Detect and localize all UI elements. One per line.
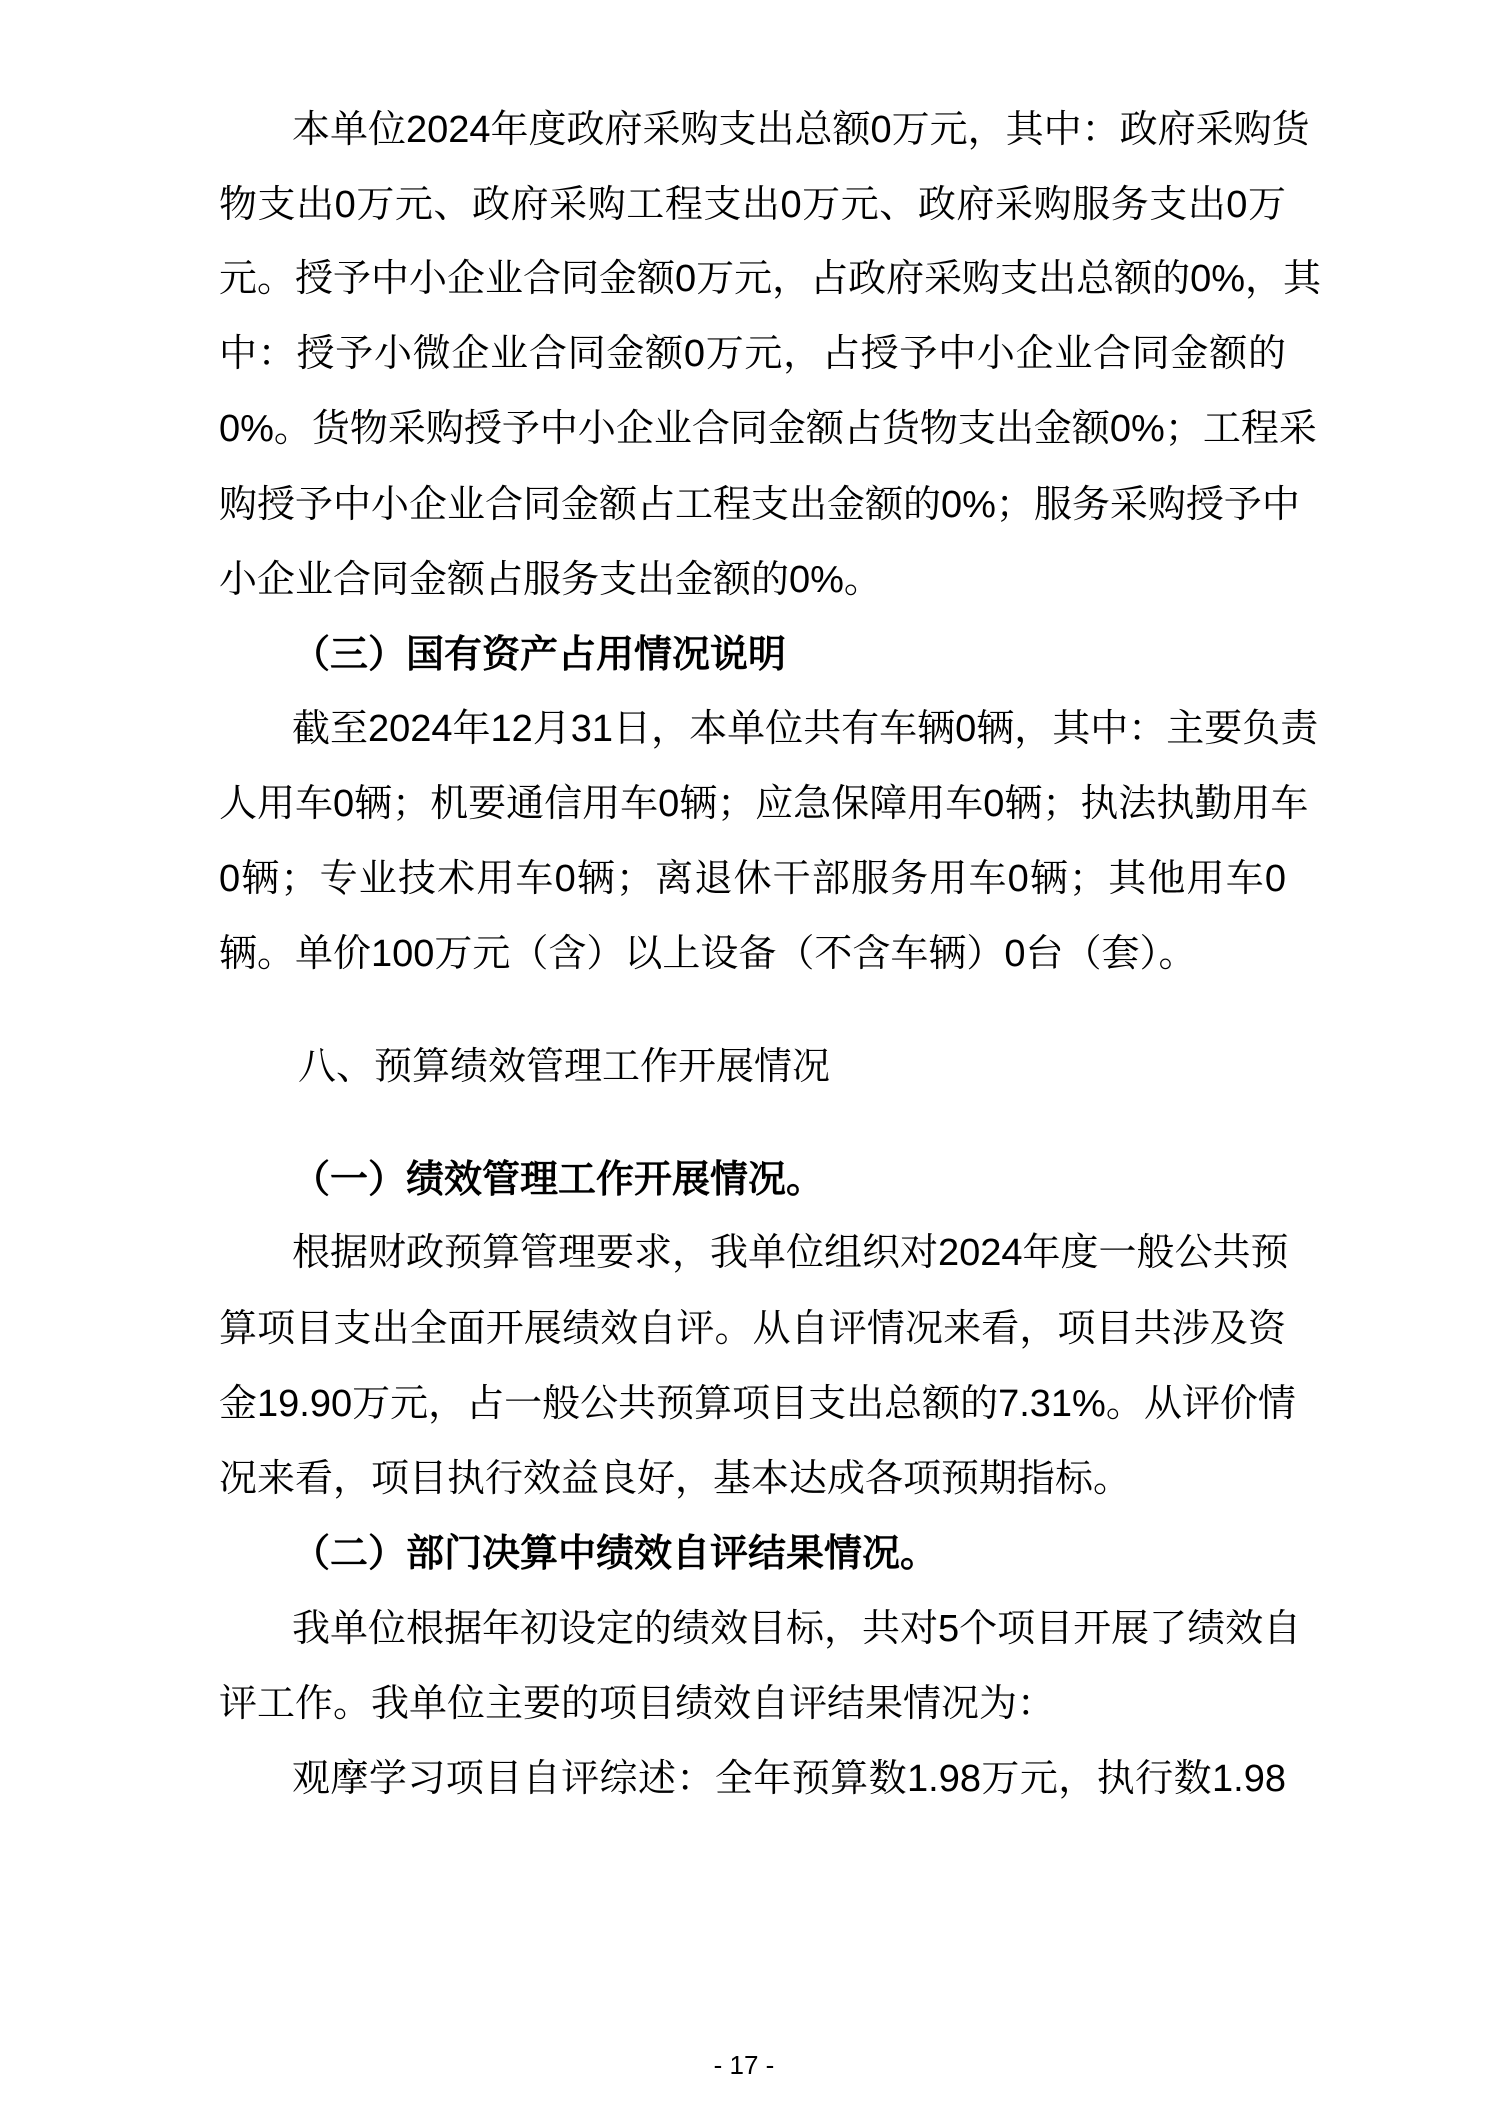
paragraph-line: 截至2024年12月31日，本单位共有车辆0辆，其中：主要负责: [292, 708, 1319, 750]
paragraph-line: 算项目支出全面开展绩效自评。从自评情况来看，项目共涉及资: [219, 1308, 1286, 1350]
page-number: - 17 -: [713, 2050, 775, 2080]
paragraph-line: 物支出0万元、政府采购工程支出0万元、政府采购服务支出0万: [219, 184, 1286, 226]
paragraph-line: 元。授予中小企业合同金额0万元，占政府采购支出总额的0%，其: [219, 258, 1322, 300]
section-heading: （一）绩效管理工作开展情况。: [292, 1159, 825, 1201]
paragraph-line: 人用车0辆；机要通信用车0辆；应急保障用车0辆；执法执勤用车: [219, 783, 1309, 825]
paragraph-line: 况来看，项目执行效益良好，基本达成各项预期指标。: [219, 1458, 1132, 1500]
paragraph-line: 0辆；专业技术用车0辆；离退休干部服务用车0辆；其他用车0: [219, 858, 1286, 900]
paragraph-line: 购授予中小企业合同金额占工程支出金额的0%；服务采购授予中: [219, 484, 1300, 526]
paragraph-line: 小企业合同金额占服务支出金额的0%。: [219, 559, 882, 601]
section-heading: （二）部门决算中绩效自评结果情况。: [292, 1533, 939, 1575]
paragraph-line: 观摩学习项目自评综述：全年预算数1.98万元，执行数1.98: [292, 1758, 1286, 1800]
chapter-heading: 八、预算绩效管理工作开展情况: [298, 1046, 831, 1088]
paragraph-line: 本单位2024年度政府采购支出总额0万元，其中：政府采购货: [292, 109, 1310, 151]
paragraph-line: 金19.90万元，占一般公共预算项目支出总额的7.31%。从评价情: [219, 1383, 1296, 1425]
paragraph-line: 0%。货物采购授予中小企业合同金额占货物支出金额0%；工程采: [219, 408, 1317, 450]
paragraph-line: 我单位根据年初设定的绩效目标，共对5个项目开展了绩效自: [292, 1608, 1302, 1650]
paragraph-line: 根据财政预算管理要求，我单位组织对2024年度一般公共预: [292, 1232, 1289, 1274]
paragraph-line: 辆。单价100万元（含）以上设备（不含车辆）0台（套）。: [219, 933, 1197, 975]
paragraph-line: 评工作。我单位主要的项目绩效自评结果情况为：: [219, 1683, 1056, 1725]
paragraph-line: 中：授予小微企业合同金额0万元，占授予中小企业合同金额的: [219, 333, 1286, 375]
section-heading: （三）国有资产占用情况说明: [292, 634, 787, 676]
